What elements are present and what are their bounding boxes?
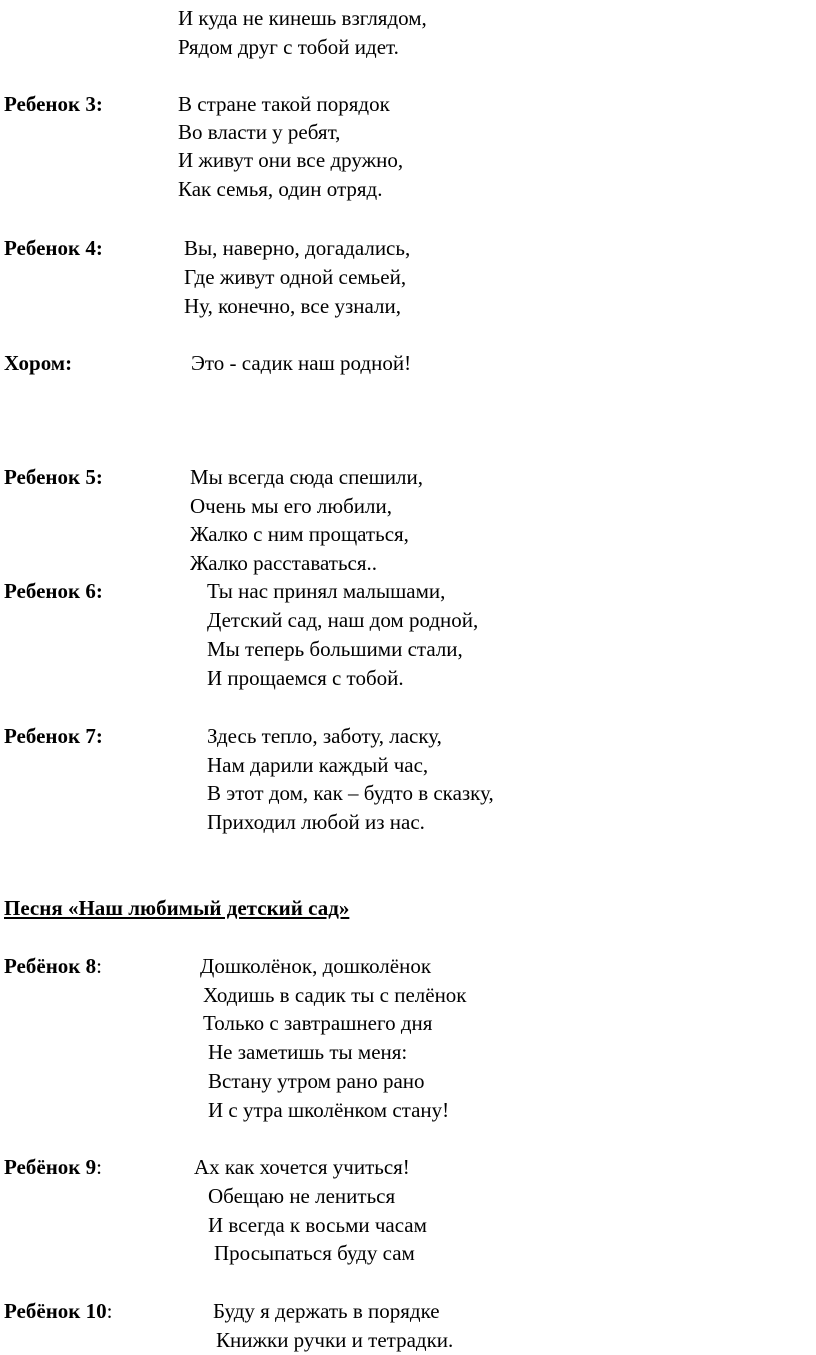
verse-line: Вы, наверно, догадались, (184, 236, 411, 260)
speaker-colon: : (96, 1155, 102, 1179)
song-title: Песня «Наш любимый детский сад» (4, 896, 350, 920)
verse-line: Обещаю не лениться (208, 1184, 396, 1208)
verse-line: Буду я держать в порядке (213, 1299, 440, 1323)
verse-line: Где живут одной семьей, (184, 265, 407, 289)
verse-line: Жалко расставаться.. (190, 551, 378, 575)
speaker-label: Ребенок 3: (4, 92, 103, 116)
verse-line: Просыпаться буду сам (214, 1241, 415, 1265)
verse-line: И прощаемся с тобой. (207, 666, 404, 690)
verse-line: И с утра школёнком стану! (208, 1098, 450, 1122)
verse-line: Жалко с ним прощаться, (190, 522, 409, 546)
verse-line: Рядом друг с тобой идет. (178, 35, 399, 59)
verse-line: Как семья, один отряд. (178, 177, 383, 201)
verse-line: И живут они все дружно, (178, 148, 404, 172)
speaker-colon: : (96, 954, 102, 978)
speaker-colon: : (106, 1299, 113, 1323)
speaker-label: Хором: (4, 351, 73, 375)
verse-line: Мы теперь большими стали, (207, 637, 463, 661)
verse-line: Только с завтрашнего дня (203, 1011, 433, 1035)
verse-line: Здесь тепло, заботу, ласку, (207, 724, 442, 748)
verse-line: В стране такой порядок (178, 92, 390, 116)
verse-line: Очень мы его любили, (190, 494, 392, 518)
verse-line: Встану утром рано рано (208, 1069, 425, 1093)
speaker-label: Ребенок 4: (4, 236, 103, 260)
verse-line: И всегда к восьми часам (208, 1213, 427, 1237)
speaker-label: Ребенок 6: (4, 579, 103, 603)
verse-line: Во власти у ребят, (178, 120, 341, 144)
speaker-label: Ребенок 5: (4, 465, 103, 489)
speaker-label (4, 1297, 113, 1325)
speaker-label (4, 1153, 102, 1181)
verse-line: Это - садик наш родной! (191, 351, 412, 375)
verse-line: Приходил любой из нас. (207, 810, 425, 834)
verse-line: Ты нас принял малышами, (207, 579, 446, 603)
verse-line: В этот дом, как – будто в сказку, (207, 781, 494, 805)
verse-line: Мы всегда сюда спешили, (190, 465, 423, 489)
verse-line: Ходишь в садик ты с пелёнок (203, 983, 467, 1007)
speaker-name: Ребёнок 8 (4, 954, 97, 978)
speaker-label: Ребенок 7: (4, 724, 103, 748)
verse-line: Дошколёнок, дошколёнок (200, 954, 432, 978)
verse-line: Не заметишь ты меня: (208, 1040, 408, 1064)
speaker-label (4, 952, 102, 980)
speaker-name: Ребёнок 9 (4, 1155, 97, 1179)
verse-line: Ну, конечно, все узнали, (184, 294, 401, 318)
speaker-name: Ребёнок 10 (4, 1299, 107, 1323)
verse-line: Нам дарили каждый час, (207, 753, 429, 777)
verse-line: И куда не кинешь взглядом, (178, 6, 427, 30)
verse-line: Детский сад, наш дом родной, (207, 608, 479, 632)
verse-line: Книжки ручки и тетрадки. (216, 1328, 454, 1352)
verse-line: Ах как хочется учиться! (194, 1155, 410, 1179)
